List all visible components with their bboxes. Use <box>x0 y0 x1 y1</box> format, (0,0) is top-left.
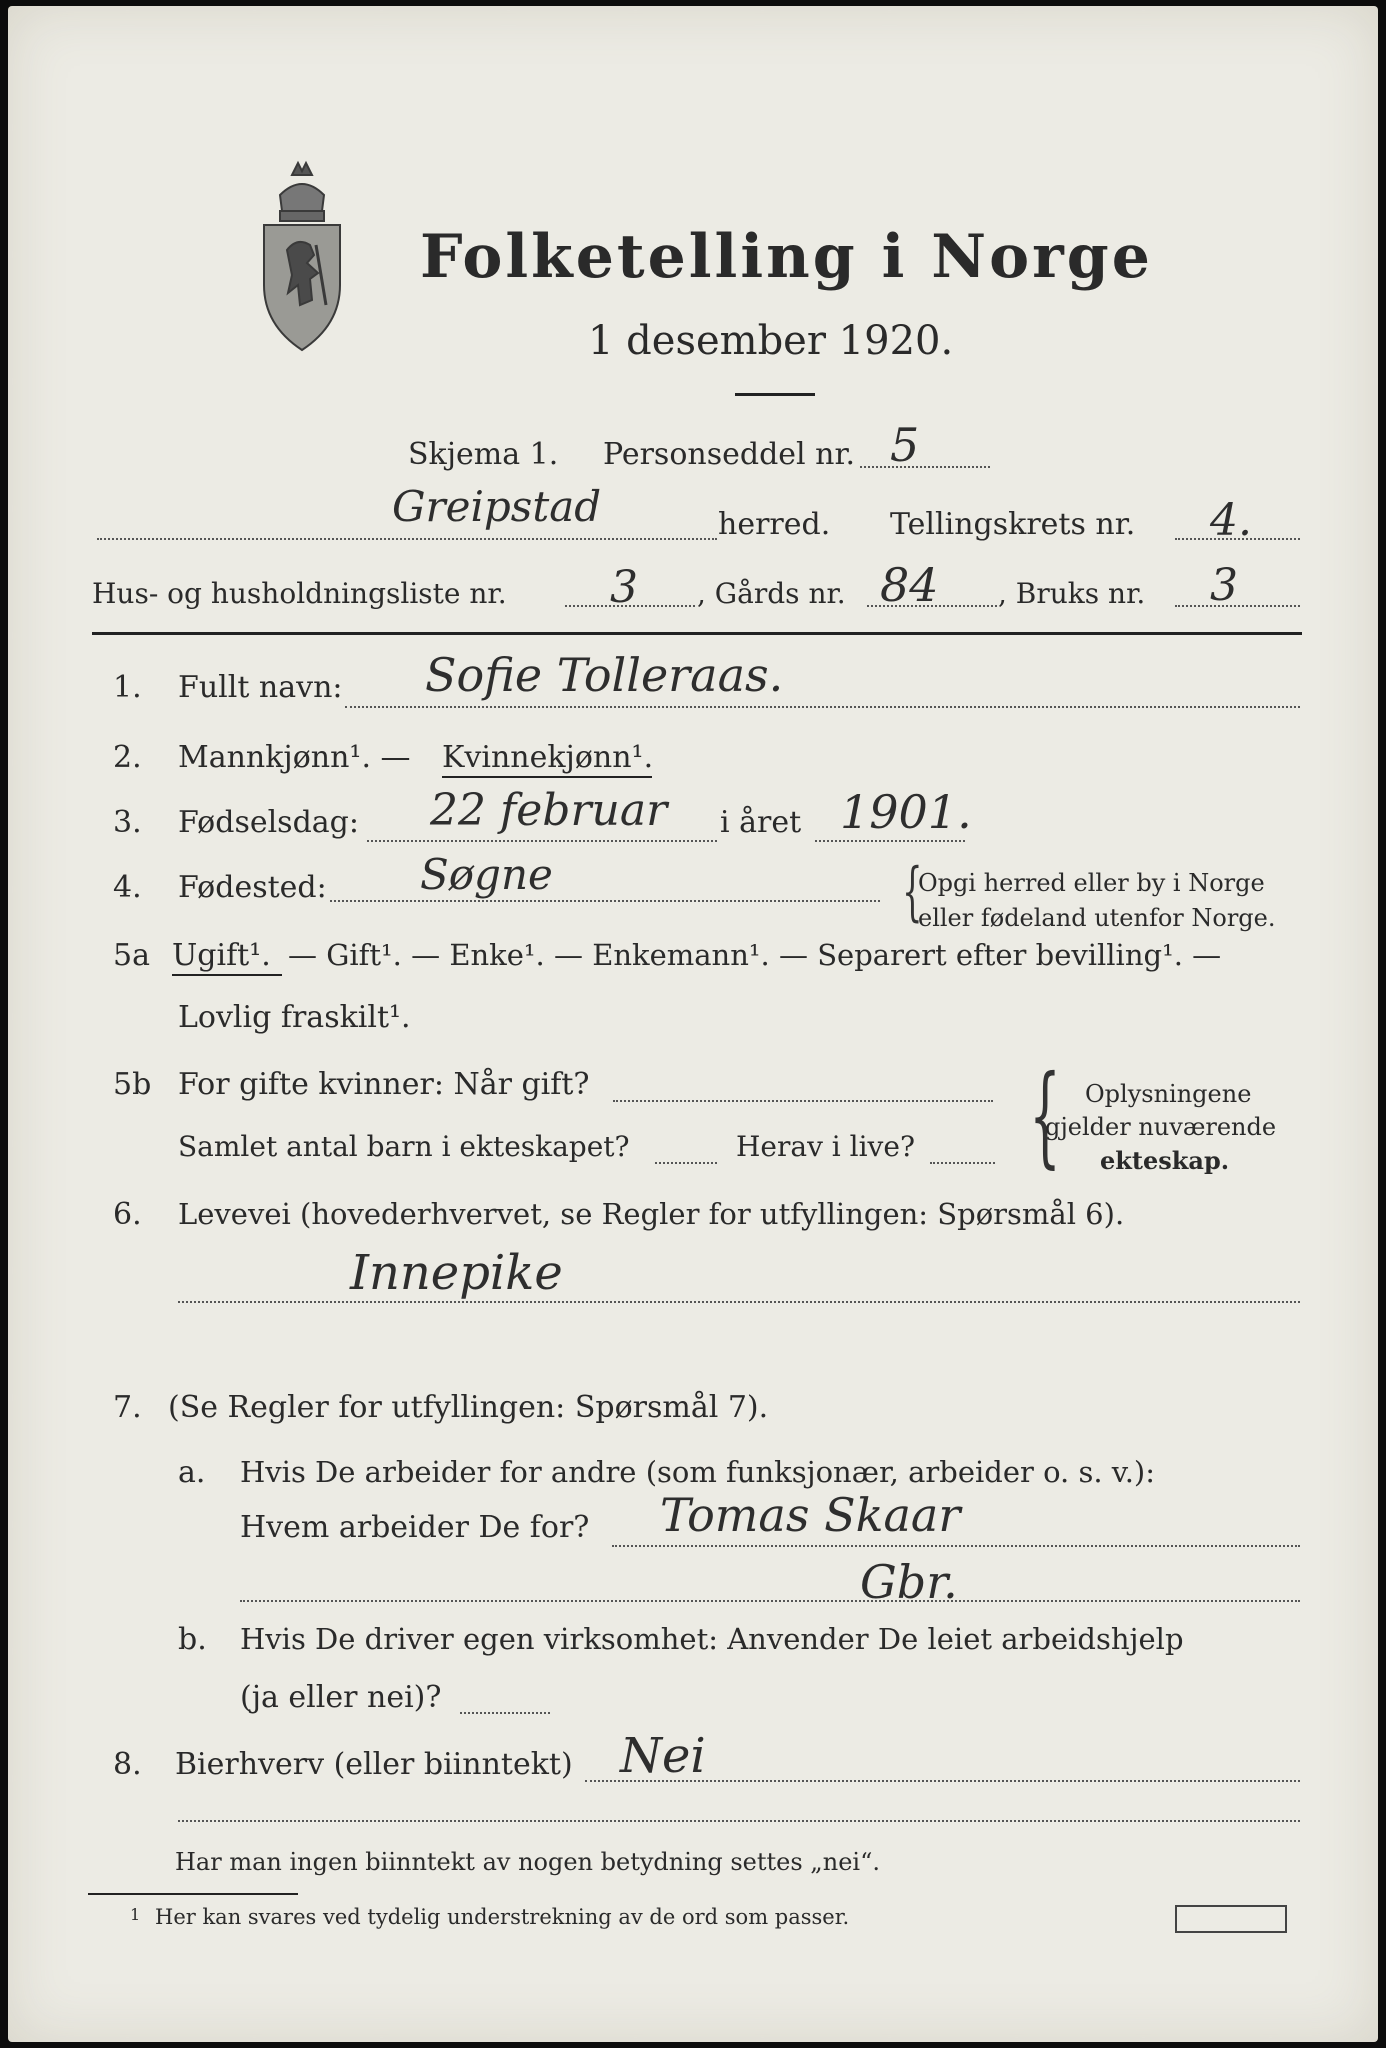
norwegian-coat-of-arms-icon <box>252 155 352 355</box>
q7b-line2-dots <box>460 1712 550 1714</box>
husholdningsliste-label: Hus- og husholdningsliste nr. <box>92 577 507 610</box>
q8-label: Bierhverv (eller biinntekt) <box>175 1747 573 1782</box>
q5a-ugift-underline <box>172 974 282 976</box>
q7a-value: Tomas Skaar <box>660 1488 961 1542</box>
q4-number: 4. <box>113 870 142 905</box>
q7a-value2: Gbr. <box>860 1555 958 1609</box>
q2-female: Kvinnekjønn¹. <box>442 740 654 775</box>
herred-value: Greipstad <box>392 482 602 531</box>
footnote-divider <box>88 1893 298 1895</box>
q5a-line2: Lovlig fraskilt¹. <box>178 1000 411 1035</box>
skjema-label: Skjema 1. <box>408 437 559 472</box>
q1-label: Fullt navn: <box>178 670 343 705</box>
q6-number: 6. <box>113 1197 142 1232</box>
q5b-line2-b: Herav i live? <box>736 1130 915 1163</box>
tellingskrets-label: Tellingskrets nr. <box>890 507 1136 542</box>
q5b-line1: For gifte kvinner: Når gift? <box>178 1067 590 1102</box>
personseddel-value: 5 <box>890 418 920 472</box>
footnote-mark: 1 <box>130 1905 141 1924</box>
q5b-note-line2: gjelder nuværende <box>1045 1113 1277 1141</box>
q1-number: 1. <box>113 670 142 705</box>
q3-year-line <box>815 840 965 842</box>
q5b-note-line3: ekteskap. <box>1100 1146 1230 1175</box>
q5b-line2-a: Samlet antal barn i ekteskapet? <box>178 1130 630 1163</box>
census-date: 1 desember 1920. <box>588 318 954 364</box>
q8-value: Nei <box>620 1728 706 1784</box>
q7a-line1: Hvis De arbeider for andre (som funksjonær, arbeider o. s. v.): <box>240 1455 1156 1489</box>
herred-label: herred. <box>718 507 831 542</box>
q2-female-underline <box>442 776 652 778</box>
printer-stamp <box>1175 1905 1287 1933</box>
q1-line <box>345 706 1300 708</box>
q8-number: 8. <box>113 1747 142 1782</box>
q5a-ugift: Ugift¹. <box>172 938 271 973</box>
gards-value: 84 <box>880 558 939 612</box>
q5a-options: — Gift¹. — Enke¹. — Enkemann¹. — Separert efter bevilling¹. — <box>288 938 1222 972</box>
q3-number: 3. <box>113 805 142 840</box>
q6-value: Innepike <box>350 1245 563 1301</box>
q5b-line2-a-dots <box>655 1162 717 1164</box>
q7-label: (Se Regler for utfyllingen: Spørsmål 7). <box>168 1390 769 1425</box>
gards-label: , Gårds nr. <box>697 577 846 610</box>
q3-label: Fødselsdag: <box>178 805 359 840</box>
q4-label: Fødested: <box>178 870 327 905</box>
q8-line2 <box>178 1820 1300 1822</box>
husholdningsliste-value: 3 <box>610 562 638 613</box>
q3-value: 22 februar <box>430 785 668 836</box>
title-divider <box>735 393 815 396</box>
personseddel-line <box>860 466 990 468</box>
personseddel-label: Personseddel nr. <box>603 437 856 472</box>
q6-label: Levevei (hovederhvervet, se Regler for utfyllingen: Spørsmål 6). <box>178 1197 1125 1231</box>
footer-note: Har man ingen biinntekt av nogen betydning settes „nei“. <box>175 1848 880 1876</box>
bruks-value: 3 <box>1210 560 1238 611</box>
q5b-line1-dots <box>613 1100 993 1102</box>
q4-line <box>330 900 880 902</box>
q2-male: Mannkjønn¹. — <box>178 740 411 775</box>
q3-line <box>367 840 717 842</box>
bruks-label: , Bruks nr. <box>998 577 1146 610</box>
q7a-line2: Hvem arbeider De for? <box>240 1510 590 1545</box>
q7a-letter: a. <box>178 1455 206 1490</box>
q7-number: 7. <box>113 1390 142 1425</box>
q7b-line2: (ja eller nei)? <box>240 1680 442 1715</box>
footnote-text: Her kan svares ved tydelig understrekning av de ord som passer. <box>155 1905 850 1929</box>
q7b-letter: b. <box>178 1622 207 1657</box>
q5b-number: 5b <box>113 1067 152 1102</box>
q5a-number: 5a <box>113 938 150 973</box>
q4-note-line2: eller fødeland utenfor Norge. <box>918 904 1276 932</box>
q6-line <box>178 1301 1300 1303</box>
q4-note-line1: Opgi herred eller by i Norge <box>918 869 1265 897</box>
q5b-note-brace: { <box>1029 1051 1061 1179</box>
q1-value: Sofie Tolleraas. <box>425 648 784 702</box>
q7a-line2-dots <box>612 1545 1300 1547</box>
q5b-note-line1: Oplysningene <box>1085 1080 1252 1108</box>
tellingskrets-value: 4. <box>1210 495 1252 546</box>
q2-number: 2. <box>113 740 142 775</box>
q5b-line2-b-dots <box>930 1162 995 1164</box>
q7b-line1: Hvis De driver egen virksomhet: Anvender De leiet arbeidshjelp <box>240 1622 1184 1656</box>
header-divider <box>92 632 1302 635</box>
q3-year-label: i året <box>720 805 802 840</box>
form-title: Folketelling i Norge <box>420 222 1153 292</box>
q4-note-brace: { <box>902 855 923 929</box>
q3-year-value: 1901. <box>840 785 972 839</box>
q7a-line3-dots <box>240 1600 1300 1602</box>
herred-line <box>97 538 717 540</box>
q4-value: Søgne <box>420 850 553 899</box>
